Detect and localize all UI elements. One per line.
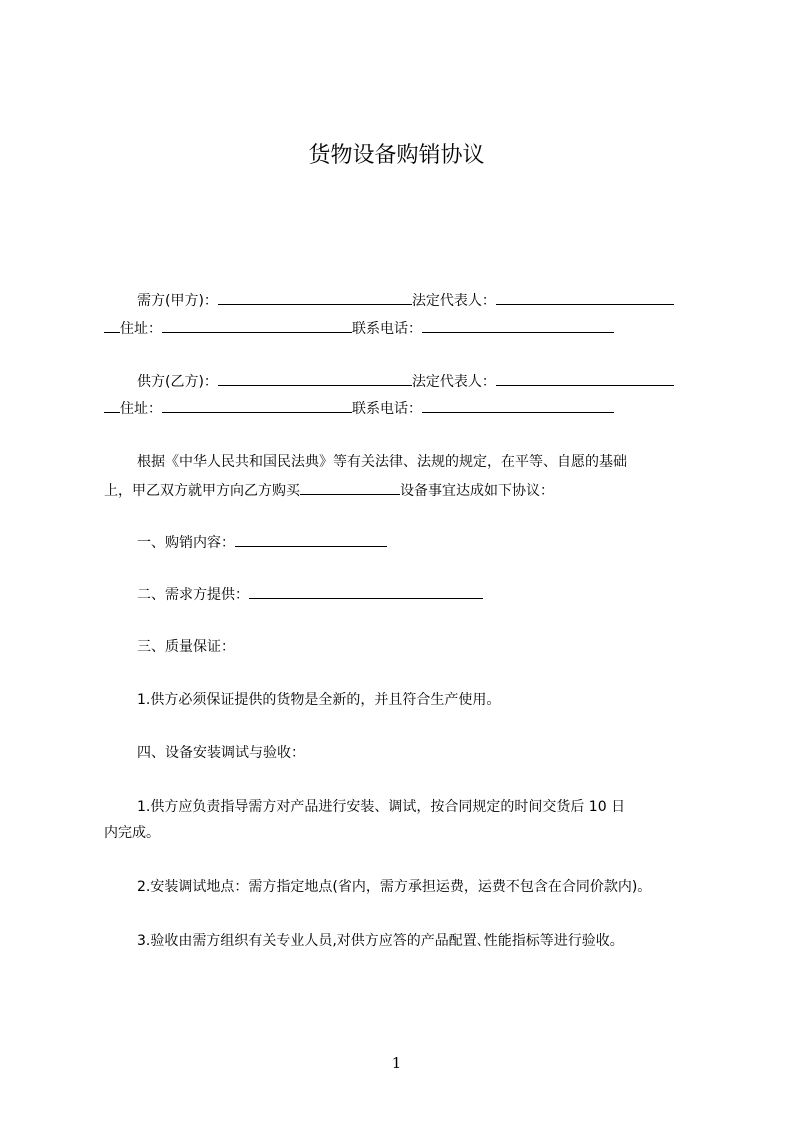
party-b-rep-label: 法定代表人： (411, 374, 496, 390)
section-4-item-1-line-1: 1.供方应负责指导需方对产品进行安装、调试，按合同规定的时间交货后 10 日 (137, 799, 626, 815)
party-a-label: 需方(甲方)： (137, 293, 218, 309)
party-b-line (137, 370, 674, 393)
purchase-item-blank (300, 479, 400, 495)
section-4-heading: 四、设备安装调试与验收： (137, 745, 305, 761)
section-1-blank (235, 531, 387, 547)
section-2-blank (249, 583, 483, 599)
party-b-phone-blank (422, 397, 614, 413)
party-a-phone-label: 联系电话： (352, 321, 422, 337)
party-a-rep-blank (496, 289, 674, 305)
party-b-address-line (104, 397, 614, 420)
section-3-heading: 三、质量保证： (137, 639, 235, 655)
party-b-rep-blank (496, 370, 674, 386)
party-a-rep-label: 法定代表人： (411, 293, 496, 309)
party-a-name-blank (218, 289, 412, 305)
intro-line-2-post: 设备事宜达成如下协议： (400, 483, 554, 499)
page-number: 1 (391, 1054, 402, 1072)
party-b-address-blank (162, 397, 352, 413)
intro-line-2 (104, 479, 554, 502)
section-2 (137, 583, 483, 606)
party-a-line (137, 289, 674, 312)
party-a-address-line (104, 317, 614, 340)
party-b-address-lead-blank (104, 397, 120, 413)
section-1-heading: 一、购销内容： (137, 535, 235, 551)
section-2-heading: 二、需求方提供： (137, 587, 249, 603)
party-b-name-blank (218, 370, 412, 386)
section-4-item-2: 2.安装调试地点：需方指定地点(省内，需方承担运费，运费不包含在合同价款内)。 (137, 879, 652, 895)
section-4-item-1-line-2: 内完成。 (104, 825, 160, 841)
party-b-label: 供方(乙方)： (137, 374, 218, 390)
intro-line-1: 根据《中华人民共和国民法典》等有关法律、法规的规定，在平等、自愿的基础 (137, 454, 627, 470)
section-4-item-3: 3.验收由需方组织有关专业人员,对供方应答的产品配置､性能指标等进行验收。 (137, 933, 624, 949)
section-1 (137, 531, 387, 554)
intro-line-2-pre: 上，甲乙双方就甲方向乙方购买 (104, 483, 300, 499)
party-a-phone-blank (422, 317, 614, 333)
party-a-address-blank (162, 317, 352, 333)
party-a-address-label: 住址： (120, 321, 162, 337)
party-a-address-lead-blank (104, 317, 120, 333)
party-b-phone-label: 联系电话： (352, 401, 422, 417)
section-3-item-1: 1.供方必须保证提供的货物是全新的，并且符合生产使用。 (137, 692, 501, 708)
party-b-address-label: 住址： (120, 401, 162, 417)
document-title: 货物设备购销协议 (308, 143, 485, 168)
